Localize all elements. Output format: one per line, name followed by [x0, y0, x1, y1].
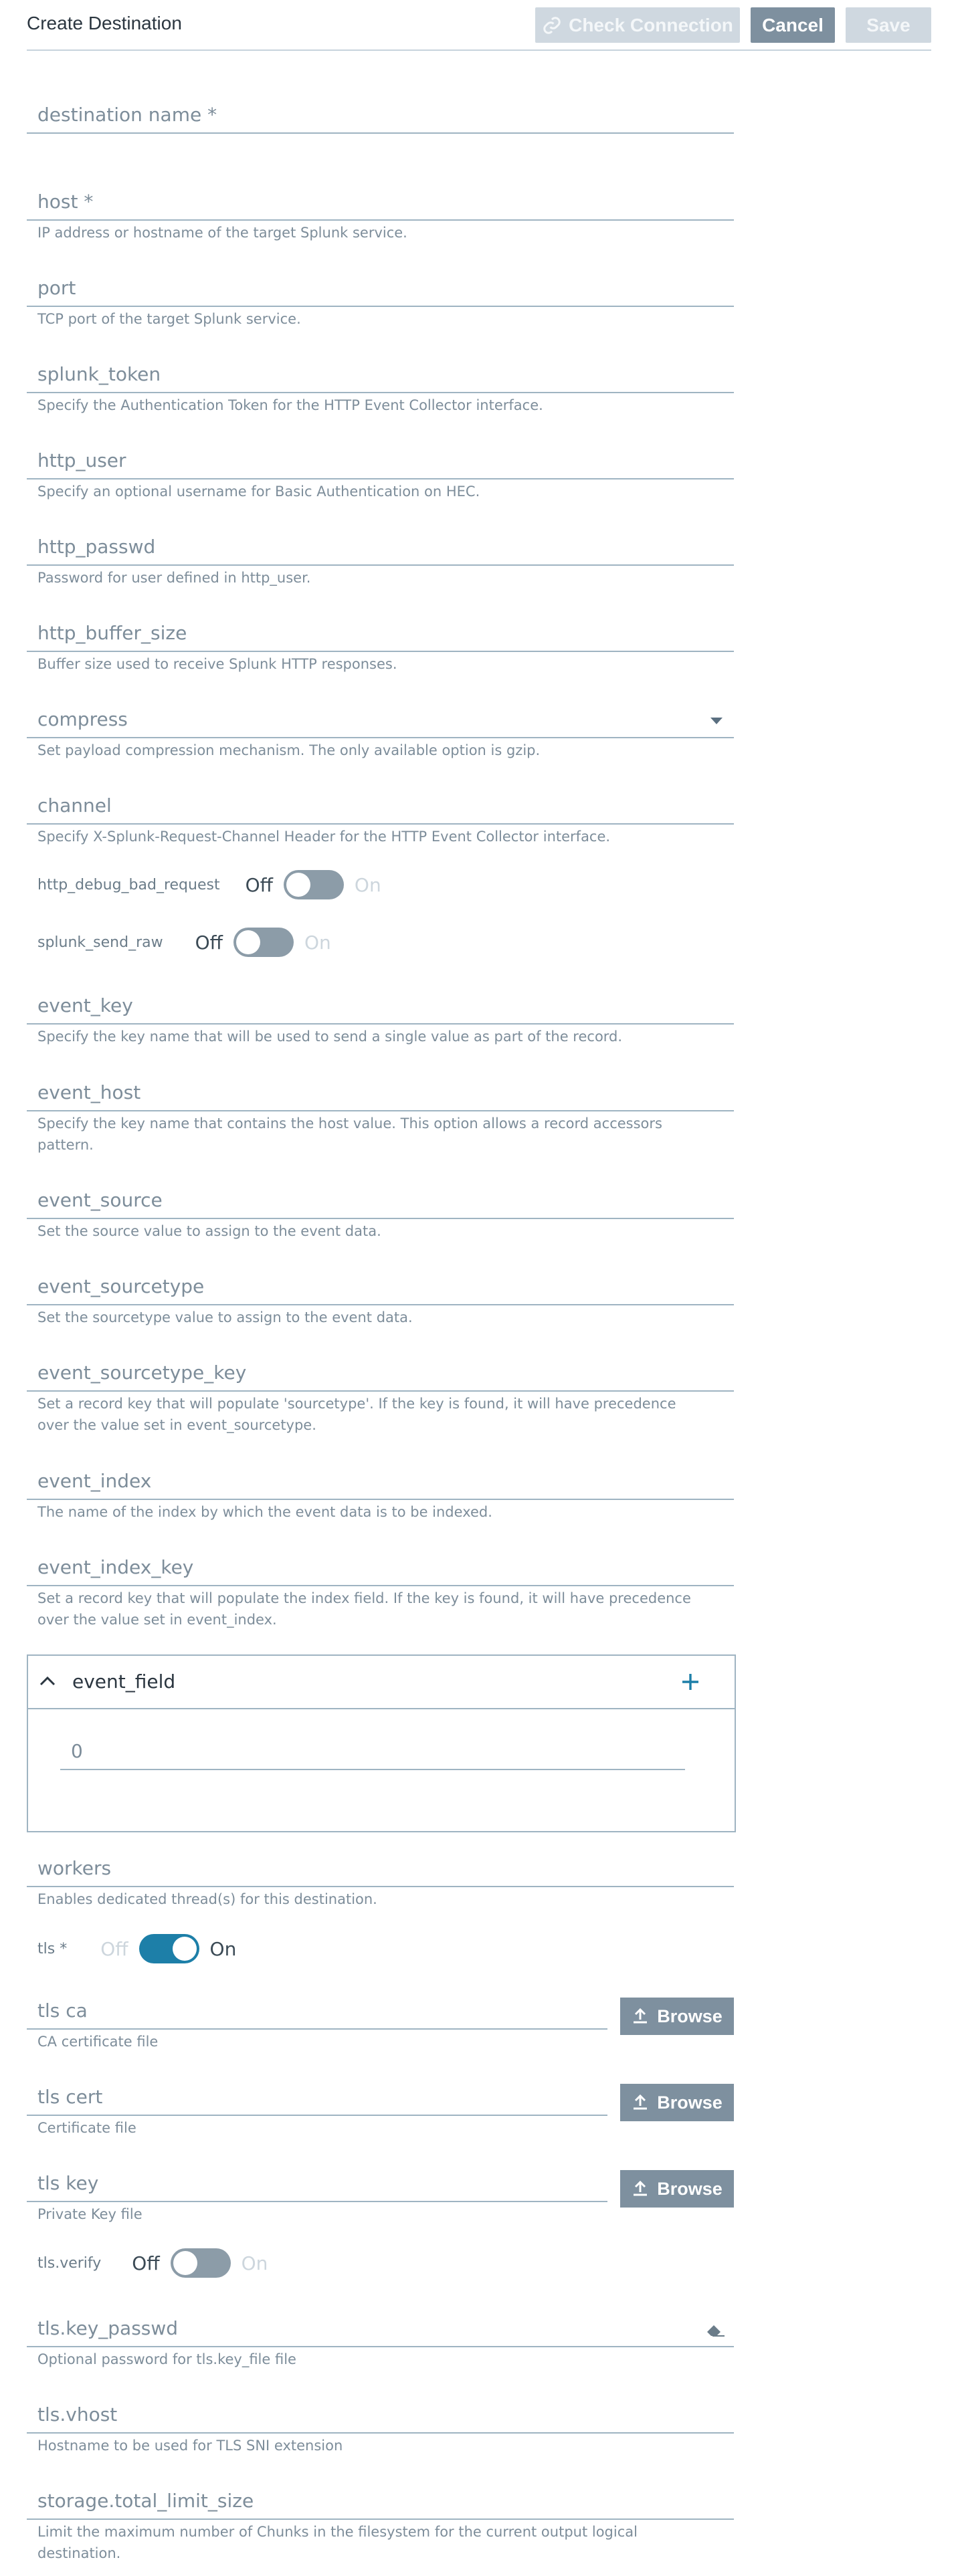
- tls-ca-label: tls ca: [37, 2000, 88, 2022]
- host-hint: IP address or hostname of the target Splunk service.: [37, 225, 407, 241]
- field-underline: [27, 2028, 607, 2030]
- link-icon: [542, 15, 562, 35]
- tls-key-label: tls key: [37, 2172, 99, 2194]
- toggle-on-label: On: [354, 873, 381, 896]
- switch-knob: [173, 1937, 197, 1961]
- field-underline: [27, 1218, 734, 1219]
- field-underline: [27, 1390, 734, 1392]
- field-underline: [27, 2518, 734, 2520]
- destination-name-label: destination name *: [37, 104, 217, 126]
- event-field-panel: [27, 1654, 736, 1832]
- storage-total-limit-size-hint: Limit the maximum number of Chunks in the filesystem for the current output logical destination.: [37, 2524, 638, 2561]
- event-host-label: event_host: [37, 1081, 141, 1103]
- tls-verify-label: tls.verify: [37, 2254, 102, 2272]
- event-index-key-label: event_index_key: [37, 1556, 194, 1578]
- tls-switch[interactable]: [139, 1934, 199, 1963]
- field-underline: [27, 219, 734, 221]
- tls-cert-label: tls cert: [37, 2086, 103, 2108]
- event-field-panel-header[interactable]: [28, 1656, 735, 1709]
- compress-label: compress: [37, 708, 128, 730]
- event-sourcetype-label: event_sourcetype: [37, 1275, 205, 1297]
- field-underline: [27, 1499, 734, 1500]
- field-underline: [27, 478, 734, 479]
- tls-cert-browse-button[interactable]: [620, 2084, 734, 2121]
- field-underline: [27, 564, 734, 566]
- splunk-token-hint: Specify the Authentication Token for the HTTP Event Collector interface.: [37, 397, 543, 413]
- event-field-item-placeholder: 0: [71, 1740, 83, 1762]
- tls-label: tls *: [37, 1940, 68, 1957]
- field-underline: [27, 737, 734, 738]
- event-source-label: event_source: [37, 1189, 163, 1211]
- tls-key-browse-button[interactable]: [620, 2170, 734, 2208]
- event-source-hint: Set the source value to assign to the event data.: [37, 1223, 381, 1239]
- compress-hint: Set payload compression mechanism. The only available option is gzip.: [37, 742, 541, 758]
- splunk-send-raw-toggle-row: [37, 926, 331, 958]
- http-passwd-label: http_passwd: [37, 536, 156, 558]
- field-underline: [27, 1585, 734, 1586]
- toggle-off-label: Off: [195, 931, 223, 954]
- event-key-label: event_key: [37, 994, 133, 1016]
- tls-ca-browse-button[interactable]: [620, 1998, 734, 2035]
- event-sourcetype-key-label: event_sourcetype_key: [37, 1362, 247, 1384]
- page-title: Create Destination: [27, 13, 182, 33]
- switch-knob: [236, 930, 260, 954]
- tls-vhost-label: tls.vhost: [37, 2403, 118, 2426]
- workers-label: workers: [37, 1857, 112, 1879]
- check-connection-label: Check Connection: [569, 14, 733, 35]
- http-passwd-hint: Password for user defined in http_user.: [37, 570, 311, 586]
- tls-cert-hint: Certificate file: [37, 2120, 136, 2136]
- storage-total-limit-size-label: storage.total_limit_size: [37, 2490, 254, 2512]
- splunk-token-label: splunk_token: [37, 363, 161, 385]
- field-underline: [27, 1023, 734, 1025]
- caret-down-icon[interactable]: [709, 716, 724, 726]
- switch-knob: [286, 873, 310, 897]
- http-user-label: http_user: [37, 449, 126, 471]
- channel-hint: Specify X-Splunk-Request-Channel Header for the HTTP Event Collector interface.: [37, 829, 611, 845]
- tls-verify-toggle-row: [37, 2247, 268, 2279]
- upload-icon: [632, 2180, 649, 2197]
- header-bar: [27, 0, 931, 51]
- eraser-icon[interactable]: [704, 2321, 726, 2339]
- host-label: host *: [37, 191, 94, 213]
- event-host-hint: Specify the key name that contains the host value. This option allows a record accessors pattern.: [37, 1115, 662, 1153]
- check-connection-button[interactable]: [535, 7, 740, 43]
- save-button[interactable]: Save: [846, 7, 931, 43]
- field-underline: [27, 2201, 607, 2202]
- field-underline: [27, 1304, 734, 1305]
- toggle-off-label: Off: [132, 2252, 160, 2274]
- toggle-on-label: On: [209, 1937, 237, 1960]
- tls-verify-switch[interactable]: [171, 2248, 231, 2278]
- http-debug-bad-request-label: http_debug_bad_request: [37, 876, 220, 893]
- splunk-send-raw-label: splunk_send_raw: [37, 934, 163, 951]
- event-index-key-hint: Set a record key that will populate the index field. If the key is found, it will have precedence over the value set in event_index.: [37, 1590, 691, 1628]
- port-label: port: [37, 277, 76, 299]
- plus-icon[interactable]: [680, 1672, 700, 1692]
- toggle-off-label: Off: [100, 1937, 128, 1960]
- event-sourcetype-key-hint: Set a record key that will populate 'sourcetype'. If the key is found, it will have precedence over the value set in event_sourcetype.: [37, 1396, 676, 1433]
- field-underline: [27, 2115, 607, 2116]
- tls-key-hint: Private Key file: [37, 2206, 142, 2222]
- tls-key-passwd-hint: Optional password for tls.key_file file: [37, 2351, 296, 2367]
- toggle-on-label: On: [304, 931, 331, 954]
- event-index-hint: The name of the index by which the event data is to be indexed.: [37, 1504, 492, 1520]
- toggle-off-label: Off: [245, 873, 273, 896]
- upload-icon: [632, 2094, 649, 2111]
- field-underline: [27, 2432, 734, 2434]
- port-hint: TCP port of the target Splunk service.: [37, 311, 301, 327]
- field-underline: [27, 651, 734, 652]
- browse-label: Browse: [657, 2178, 723, 2199]
- cancel-button[interactable]: Cancel: [751, 7, 835, 43]
- field-underline: [27, 132, 734, 134]
- browse-label: Browse: [657, 2092, 723, 2113]
- http-debug-bad-request-switch[interactable]: [284, 870, 344, 899]
- field-underline: [27, 823, 734, 825]
- http-buffer-size-label: http_buffer_size: [37, 622, 187, 644]
- field-underline: [27, 2346, 734, 2347]
- event-sourcetype-hint: Set the sourcetype value to assign to the event data.: [37, 1309, 413, 1325]
- browse-label: Browse: [657, 2006, 723, 2026]
- field-underline: [27, 392, 734, 393]
- tls-key-passwd-label: tls.key_passwd: [37, 2317, 179, 2339]
- event-key-hint: Specify the key name that will be used to send a single value as part of the record.: [37, 1029, 623, 1045]
- event-field-title: event_field: [72, 1671, 176, 1693]
- upload-icon: [632, 2008, 649, 2025]
- toggle-on-label: On: [241, 2252, 268, 2274]
- tls-toggle-row: [37, 1933, 236, 1965]
- field-underline: [27, 1110, 734, 1111]
- http-debug-bad-request-toggle-row: [37, 869, 381, 901]
- switch-knob: [173, 2251, 197, 2275]
- field-underline: [27, 306, 734, 307]
- tls-ca-hint: CA certificate file: [37, 2034, 159, 2050]
- tls-vhost-hint: Hostname to be used for TLS SNI extension: [37, 2438, 343, 2454]
- channel-label: channel: [37, 794, 112, 817]
- workers-hint: Enables dedicated thread(s) for this destination.: [37, 1891, 377, 1907]
- http-user-hint: Specify an optional username for Basic Authentication on HEC.: [37, 484, 480, 500]
- event-index-label: event_index: [37, 1470, 152, 1492]
- chevron-up-icon[interactable]: [39, 1675, 56, 1687]
- field-underline: [27, 1886, 734, 1887]
- http-buffer-size-hint: Buffer size used to receive Splunk HTTP responses.: [37, 656, 397, 672]
- field-underline: [60, 1769, 685, 1770]
- splunk-send-raw-switch[interactable]: [233, 928, 294, 957]
